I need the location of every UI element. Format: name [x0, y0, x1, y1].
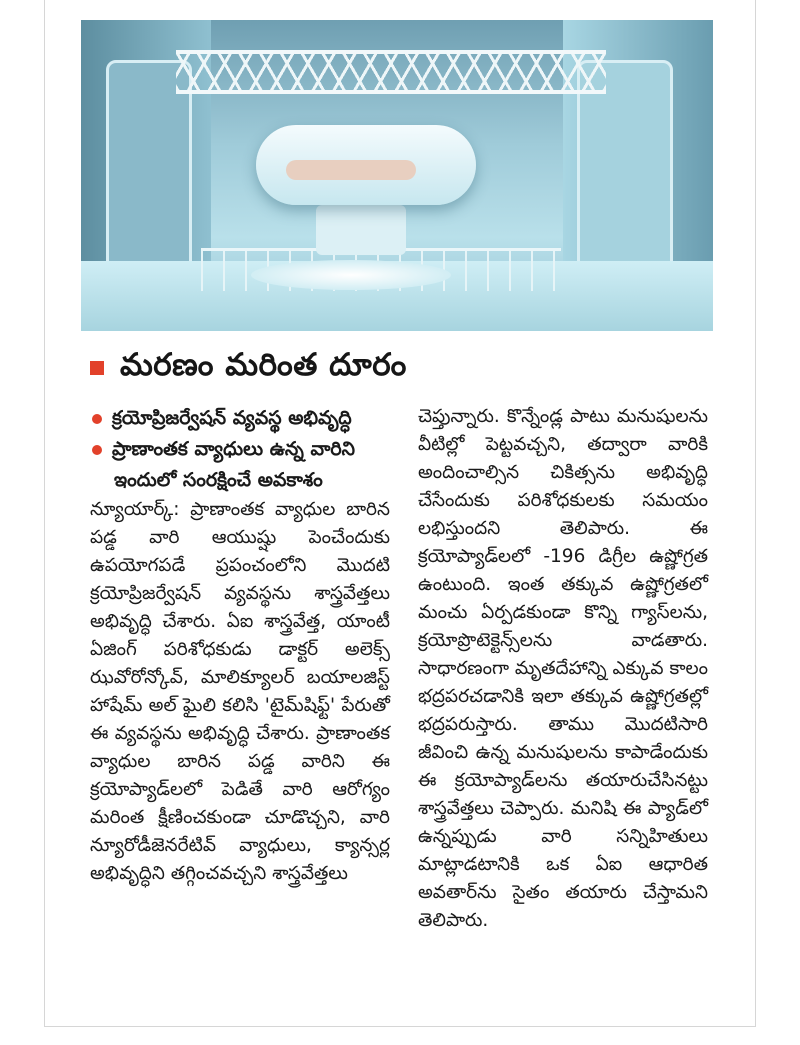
photo-pod-base [316, 205, 406, 255]
cryopod-photo [81, 20, 713, 331]
bullet-dot-icon [92, 445, 102, 455]
bullet-continuation: ఇందులో సంరక్షించే అవకాశం [114, 469, 323, 491]
photo-floor-glow [251, 260, 451, 290]
body-text-left: న్యూయార్క్: ప్రాణాంతక వ్యాధుల బారిన పడ్డ వారి ఆయుష్షు పెంచేందుకు ఉపయోగపడే ప్రపంచంలోని మొదటి క్రయోప్రిజర్వేషన్ వ్యవస్థను శాస్త్రవేత్తలు అభివృద్ధి చేశారు. ఏఐ శాస్త్రవేత్త, యాంటీ ఏజింగ్ పరిశోధకుడు డాక్టర్ అలెక్స్ ఝవోరోన్కోవ్, మాలిక్యూలర్ బయాలజిస్ట్ హాషేమ్ అల్ ఘైలి కలిసి 'టైమ్‌షిఫ్ట్' పేరుతో ఈ వ్యవస్థను అభివృద్ధి చేశారు. ప్రాణాంతక వ్యాధుల బారిన పడ్డ వారిని ఈ క్రయోప్యాడ్‌లలో పెడితే వారి ఆరోగ్యం మరింత క్షీణించకుండా చూడొచ్చని, వారి న్యూరోడీజెనరేటివ్ వ్యాధులు, క్యాన్సర్ల అభివృద్ధిని తగ్గించవచ్చని శాస్త్రవేత్తలు [90, 499, 390, 884]
bullet-item [90, 403, 390, 434]
bullet-item [90, 434, 390, 465]
left-column [90, 403, 390, 888]
headline-marker-icon [90, 361, 104, 375]
article-headline [90, 343, 407, 393]
bullet-dot-icon [92, 414, 102, 424]
bullet-text: ప్రాణాంతక వ్యాధులు ఉన్న వారిని [112, 438, 355, 460]
right-column [418, 403, 708, 935]
photo-person [286, 160, 416, 180]
headline-text: మరణం మరింత దూరం [120, 346, 407, 383]
bullet-text: క్రయోప్రిజర్వేషన్ వ్యవస్థ అభివృద్ధి [112, 407, 352, 429]
body-text-right: చెప్తున్నారు. కొన్నేండ్ల పాటు మనుషులను వీటిల్లో పెట్టవచ్చని, తద్వారా వారికి అందించాల్సిన చికిత్సను అభివృద్ధి చేసేందుకు పరిశోధకులకు సమయం లభిస్తుందని తెలిపారు. ఈ క్రయోప్యాడ్‌లలో -196 డిగ్రీల ఉష్ణోగ్రత ఉంటుంది. ఇంత తక్కువ ఉష్ణోగ్రతలో మంచు ఏర్పడకుండా కొన్ని గ్యాస్‌లను, క్రయోప్రొటెక్టెన్స్‌లను వాడతారు. సాధారణంగా మృతదేహాన్ని ఎక్కువ కాలం భద్రపరచడానికి ఇలా తక్కువ ఉష్ణోగ్రతల్లో భద్రపరుస్తారు. తాము మొదటిసారి జీవించి ఉన్న మనుషులను కాపాడేందుకు ఈ క్రయోప్యాడ్‌లను తయారుచేసినట్టు శాస్త్రవేత్తలు చెప్పారు. మనిషి ఈ ప్యాడ్‌లో ఉన్నప్పుడు వారి సన్నిహితులు మాట్లాడటానికి ఒక ఏఐ ఆధారిత అవతార్‌ను సైతం తయారు చేస్తామని తెలిపారు. [418, 406, 708, 931]
photo-ceiling-truss [176, 50, 606, 94]
